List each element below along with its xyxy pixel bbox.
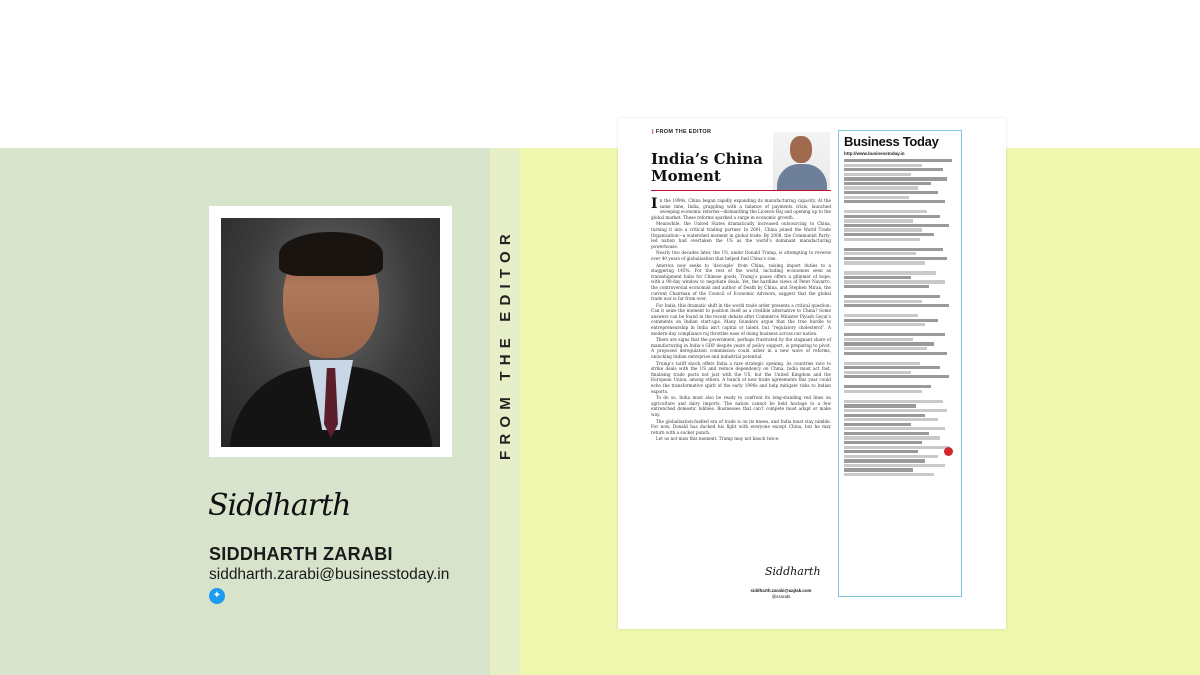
masthead-credit-line xyxy=(844,295,940,298)
masthead-credit-line xyxy=(844,455,938,458)
author-email[interactable]: siddharth.zarabi@businesstoday.in xyxy=(209,566,450,583)
masthead-credit-line xyxy=(844,323,925,326)
masthead-credit-line xyxy=(844,242,956,246)
article-paragraph: Let us not miss this moment. Trump may not knock twice. xyxy=(656,436,780,442)
masthead-credit-line xyxy=(844,177,947,180)
masthead-credits xyxy=(844,159,956,476)
masthead-credit-line xyxy=(844,436,940,439)
article-paragraph: There are signs that the government, perhaps frustrated by the stagnant share of manufacturing in India’s GDP despite years of policy support, is preparing to pivot. A proposed deregulation commission could usher in a new wave of reforms, unlocking Indian enterprise and industrial potential. xyxy=(651,337,831,360)
masthead-credit-line xyxy=(844,238,920,241)
masthead-credit-line xyxy=(844,257,947,260)
masthead-credit-line xyxy=(844,468,913,471)
masthead-credit-line xyxy=(844,356,956,360)
masthead-credit-line xyxy=(844,423,911,426)
drop-cap: I xyxy=(651,196,658,212)
headline-line-1: India’s China xyxy=(651,150,763,168)
masthead-credit-line xyxy=(844,333,945,336)
article-paragraph: Nearly two decades later, the US, under Donald Trump, is attempting to reverse over 40 years of globalisation that helped fuel China’s rise. xyxy=(651,250,831,261)
masthead-credit-line xyxy=(844,290,956,294)
masthead-credit-line xyxy=(844,432,929,435)
masthead-credit-line xyxy=(844,450,918,453)
masthead-credit-line xyxy=(844,342,934,345)
masthead-credit-line xyxy=(844,347,927,350)
headline-rule xyxy=(651,190,831,191)
masthead-credit-line xyxy=(844,271,936,274)
masthead-credit-line xyxy=(844,261,925,264)
article-paragraph: In the 1990s, China began rapidly expanding its manufacturing capacity. At the same time, India, grappling with a balance of payments crisis, launched sweeping economic reforms—dismantling the Licence Raj and opening up to the global market. These reforms sparked a surge in economic growth. xyxy=(651,196,831,220)
masthead-credit-line xyxy=(844,371,911,374)
page-headline xyxy=(651,151,781,185)
masthead-credit-line xyxy=(844,409,947,412)
masthead-credit-line xyxy=(844,385,931,388)
article-body xyxy=(651,198,831,443)
masthead-credit-line xyxy=(844,446,949,449)
article-paragraph: America now seeks to ‘decouple’ from China, raising import duties to a staggering 145%. For the rest of the world, including economies seen as transshipment hubs for Chinese goods, Trump’s pause offers a glimmer of hope, with a 90-day window to negotiate deals. Yet, the hardline views of Peter Navarro, the controversial economist and author of Death by China, and Stephen Miran, the current Chairman of the Council of Economic Advisors, suggest that the global trade war is far from over. xyxy=(651,262,831,302)
masthead-badge-icon xyxy=(944,447,953,456)
headline-line-2: Moment xyxy=(651,167,721,185)
author-photo-frame xyxy=(209,206,452,457)
article-paragraph: Meanwhile, the United States dramatically increased outsourcing to China, turning it into a critical trading partner. In 2001, China joined the World Trade Organization—a watershed moment in global trade. By 2008, the Communist Party-led nation had overtaken the US as the world’s dominant manufacturing powerhouse. xyxy=(651,221,831,249)
masthead-credit-line xyxy=(844,380,956,384)
article-paragraph: The globalisation-fuelled era of trade is on its knees, and India must stay nimble. For now, Donald has ducked his fight with everyone except China, but he may return with a sucker punch. xyxy=(651,418,831,435)
thumbnail-face xyxy=(790,136,812,163)
masthead-credit-line xyxy=(844,276,911,279)
masthead-credit-line xyxy=(844,441,922,444)
photo-hair xyxy=(279,232,383,276)
page-signature: Siddharth xyxy=(765,565,821,578)
masthead-credit-line xyxy=(844,205,956,209)
masthead-credit-line xyxy=(844,219,913,222)
masthead-credit-line xyxy=(844,280,945,283)
masthead-credit-line xyxy=(844,186,918,189)
masthead-credit-line xyxy=(844,394,956,398)
masthead-credit-line xyxy=(844,215,940,218)
masthead-box xyxy=(838,130,962,597)
author-name: SIDDHARTH ZARABI xyxy=(209,544,393,564)
masthead-credit-line xyxy=(844,404,916,407)
masthead-credit-line xyxy=(844,300,922,303)
masthead-credit-line xyxy=(844,362,920,365)
masthead-credit-line xyxy=(844,252,916,255)
masthead-title: Business Today xyxy=(844,134,939,149)
masthead-credit-line xyxy=(844,390,922,393)
masthead-credit-line xyxy=(844,168,943,171)
masthead-credit-line xyxy=(844,459,925,462)
article-paragraph: For India, this dramatic shift in the world trade order presents a critical question: Can it seize the moment to position itself as a credible alternative to China? Some answers can be found in the recent debate after Commerce Minister Piyush Goyal’s comments on Indian start-ups. Many founders argue that the true hurdle to entrepreneurship in India isn’t capital or talent, but “regulatory cholesterol”. A modern-day compliance raj throttles ease of doing business across our nation. xyxy=(651,302,831,336)
masthead-credit-line xyxy=(844,427,945,430)
masthead-credit-line xyxy=(844,200,945,203)
masthead-credit-line xyxy=(844,314,918,317)
vertical-section-label: FROM THE EDITOR xyxy=(497,228,514,460)
masthead-credit-line xyxy=(844,285,929,288)
masthead-credit-line xyxy=(844,414,925,417)
masthead-credit-line xyxy=(844,418,938,421)
masthead-url: http://www.businesstoday.in xyxy=(844,151,905,156)
page-kicker: | FROM THE EDITOR xyxy=(652,129,711,135)
masthead-credit-line xyxy=(844,228,922,231)
article-paragraph: Trump’s tariff shock offers India a rare strategic opening. As countries race to strike deals with the US and reduce dependency on China, India must act fast, finalising trade pacts not just with the US, but the United Kingdom and the European Union, among others. A bunch of new trade agreements this year could echo the transformative spirit of the early 1990s and help mitigate risks to Indian exports. xyxy=(651,360,831,394)
masthead-credit-line xyxy=(844,210,927,213)
masthead-credit-line xyxy=(844,328,956,332)
masthead-credit-line xyxy=(844,173,911,176)
top-white-band xyxy=(0,0,1200,148)
masthead-credit-line xyxy=(844,375,949,378)
masthead-credit-line xyxy=(844,224,949,227)
author-signature: Siddharth xyxy=(208,488,351,523)
masthead-credit-line xyxy=(844,366,940,369)
author-photo xyxy=(221,218,440,447)
masthead-credit-line xyxy=(844,159,952,162)
article-paragraph: To do so, India must also be ready to confront its long-standing red lines on agriculture and dairy imports. The nation cannot be held hostage to a few entrenched domestic lobbies. Businesses that can’t compete must adapt or make way. xyxy=(651,395,831,417)
masthead-credit-line xyxy=(844,352,947,355)
masthead-credit-line xyxy=(844,196,909,199)
thumbnail-body xyxy=(777,164,827,190)
twitter-icon[interactable]: ✦ xyxy=(209,588,225,604)
masthead-credit-line xyxy=(844,191,938,194)
masthead-credit-line xyxy=(844,248,943,251)
masthead-credit-line xyxy=(844,304,949,307)
masthead-credit-line xyxy=(844,473,934,476)
masthead-credit-line xyxy=(844,400,943,403)
page-signature-contact xyxy=(746,588,816,600)
masthead-credit-line xyxy=(844,164,922,167)
masthead-credit-line xyxy=(844,464,945,467)
page-signature-handle: @szarabi xyxy=(771,594,791,599)
masthead-credit-line xyxy=(844,338,913,341)
masthead-credit-line xyxy=(844,319,938,322)
masthead-credit-line xyxy=(844,266,956,270)
editor-thumbnail xyxy=(773,132,830,190)
masthead-credit-line xyxy=(844,182,931,185)
masthead-credit-line xyxy=(844,309,956,313)
masthead-credit-line xyxy=(844,233,934,236)
page-signature-email: siddharth.zarabi@aajtak.com xyxy=(750,588,812,593)
